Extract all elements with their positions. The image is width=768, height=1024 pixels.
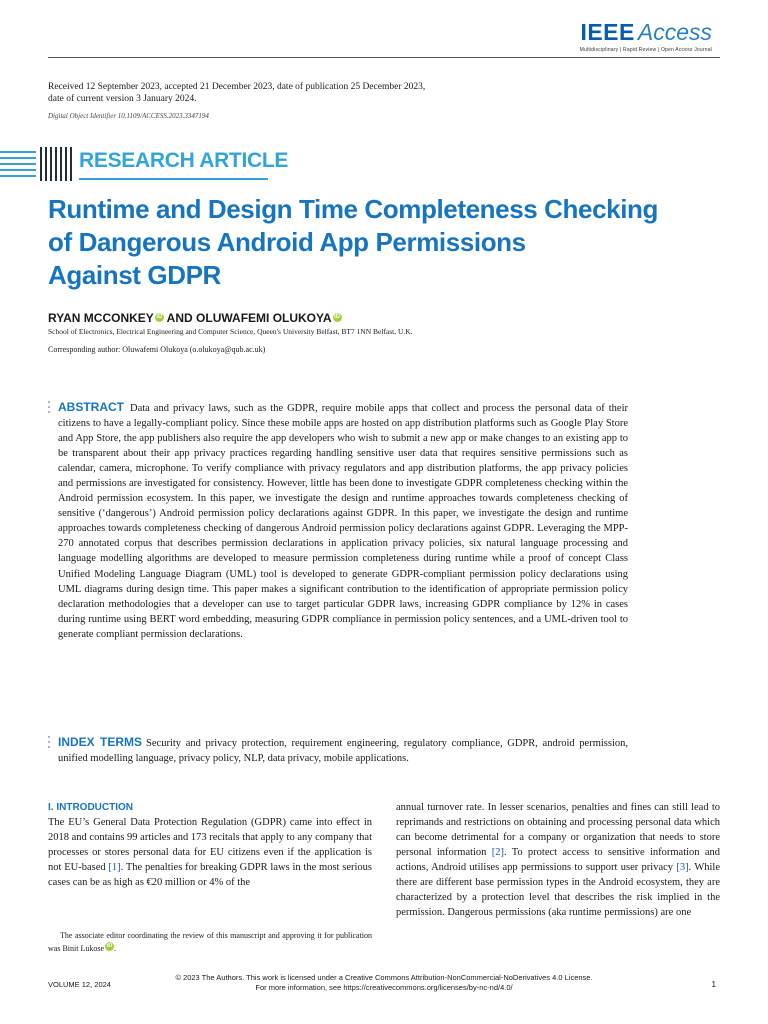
intro-text-left-a: The EU’s General Data Protection Regulation (GDPR) came into effect in 2018 and contains 99 articles and 173 recitals that apply to any company that processes or stores personal data for EU citizens even if the application is not EU-based — [48, 817, 372, 874]
license-line-2[interactable]: For more information, see https://creativecommons.org/licenses/by-nc-nd/4.0/ — [255, 982, 513, 992]
index-terms-heading: INDEX TERMS — [58, 735, 143, 749]
title-line-1: Runtime and Design Time Completeness Checking — [48, 194, 658, 224]
author-list — [48, 311, 342, 325]
logo-access-text: Access — [637, 19, 712, 45]
title-line-2: of Dangerous Android App Permissions — [48, 227, 526, 257]
footnote-end: . — [114, 944, 116, 953]
volume-label: VOLUME 12, 2024 — [48, 980, 111, 989]
citation-link[interactable]: [1] — [108, 862, 121, 874]
abstract-text: Data and privacy laws, such as the GDPR, require mobile apps that collect and process the personal data of their citizens to have a legally-compliant policy. Since these mobile apps are hosted on app distribution platforms such as Google Play Store and App Store, the app publishers also require the app developers who wish to submit a new app or make changes to an existing app to be transparent about their app privacy practices regarding handling sensitive user data that requires sensitive permissions such as calendar, camera, microphone. To verify compliance with privacy regulators and app distribution platforms, the app privacy policies and permissions are investigated for consistency. However, little has been done to investigate GDPR completeness checking within the Android permission ecosystem. In this paper, we investigate the design and runtime approaches towards completeness checking of sensitive (‘dangerous’) Android permission policy declarations against GDPR. In this paper, we investigate the design and runtime approaches towards completeness checking of dangerous Android permission policy declarations against GDPR. Leveraging the MPP-270 annotated corpus that describes permission declarations in application privacy policies, six natural language processing and language modelling algorithms are developed to measure permission completeness during runtime while a proof of concept Class Unified Modeling Language Diagram (UML) tool is developed to generate GDPR-compliant permission policy declarations using UML diagrams during design time. This paper makes a significant contribution to the identification of appropriate permission policy declaration methodologies that a developer can use to target particular GDPR laws, increasing GDPR compliance by 12% in cases during runtime using BERT word embedding, measuring GDPR compliance in permission policy sentences, and a UML-driven tool to generate compliant permission declarations. — [58, 403, 628, 640]
intro-text-right-b: . To protect access to sensitive information and actions, Android utilises app permissions to support user privacy — [396, 847, 720, 874]
citation-link[interactable]: [2] — [491, 847, 504, 859]
doi: Digital Object Identifier 10.1109/ACCESS.2023.3347194 — [48, 112, 209, 120]
intro-text-left-b: . The penalties for breaking GDPR laws in the most serious cases can be as high as €20 million or 4% of the — [48, 862, 372, 889]
citation-link[interactable]: [3] — [676, 862, 689, 874]
orcid-icon[interactable]: iD — [106, 943, 113, 949]
orcid-icon[interactable]: iD — [334, 314, 341, 320]
journal-logo — [580, 20, 712, 53]
index-terms-text: Security and privacy protection, requirement engineering, regulatory compliance, GDPR, android permission, unified modelling language, privacy policy, NLP, data privacy, mobile applications. — [58, 738, 628, 764]
author-2: OLUWAFEMI OLUKOYA — [196, 311, 332, 325]
article-type-label: RESEARCH ARTICLE — [79, 149, 289, 172]
title-line-3: Against GDPR — [48, 260, 221, 290]
page-number: 1 — [711, 980, 716, 989]
logo-ieee-text: IEEE — [580, 19, 635, 45]
author-1: RYAN MCCONKEY — [48, 311, 154, 325]
paper-title — [48, 193, 688, 292]
affiliation: School of Electronics, Electrical Engineering and Computer Science, Queen's University Belfast, BT7 1NN Belfast, U.K. — [48, 327, 413, 336]
orcid-icon[interactable]: iD — [156, 314, 163, 320]
intro-text-right-c: . While there are different base permission types in the Android ecosystem, they are characterized by a protection level that describes the risk implied in the permission. Dangerous permissions (aka runtime permissions) are one — [396, 862, 720, 919]
introduction-heading: I. INTRODUCTION — [48, 802, 133, 813]
footnote-text: The associate editor coordinating the review of this manuscript and approving it for publication was Binit Lukose — [48, 931, 372, 953]
author-connector: AND — [163, 311, 197, 325]
body-column-right — [396, 800, 720, 920]
publication-history — [48, 81, 608, 105]
license-notice — [150, 973, 618, 992]
index-terms — [58, 735, 628, 766]
history-line-1: Received 12 September 2023, accepted 21 December 2023, date of publication 25 December 2023, — [48, 82, 426, 92]
abstract — [58, 400, 628, 642]
header-rule — [48, 57, 720, 58]
editor-footnote — [48, 929, 372, 955]
license-line-1: © 2023 The Authors. This work is licensed under a Creative Commons Attribution-NonCommercial-NoDerivatives 4.0 License. — [175, 973, 593, 982]
journal-tagline: Multidisciplinary | Rapid Review | Open Access Journal — [579, 47, 712, 53]
intro-text-right-a: annual turnover rate. In lesser scenarios, penalties and fines can still lead to reprimands and restrictions on obtaining and processing personal data which can become detrimental for a company or organization that needs to store personal information — [396, 802, 720, 859]
abstract-heading: ABSTRACT — [58, 400, 124, 414]
body-column-left — [48, 815, 372, 890]
history-line-2: date of current version 3 January 2024. — [48, 94, 197, 104]
corresponding-author: Corresponding author: Oluwafemi Olukoya (o.olukoya@qub.ac.uk) — [48, 345, 266, 354]
